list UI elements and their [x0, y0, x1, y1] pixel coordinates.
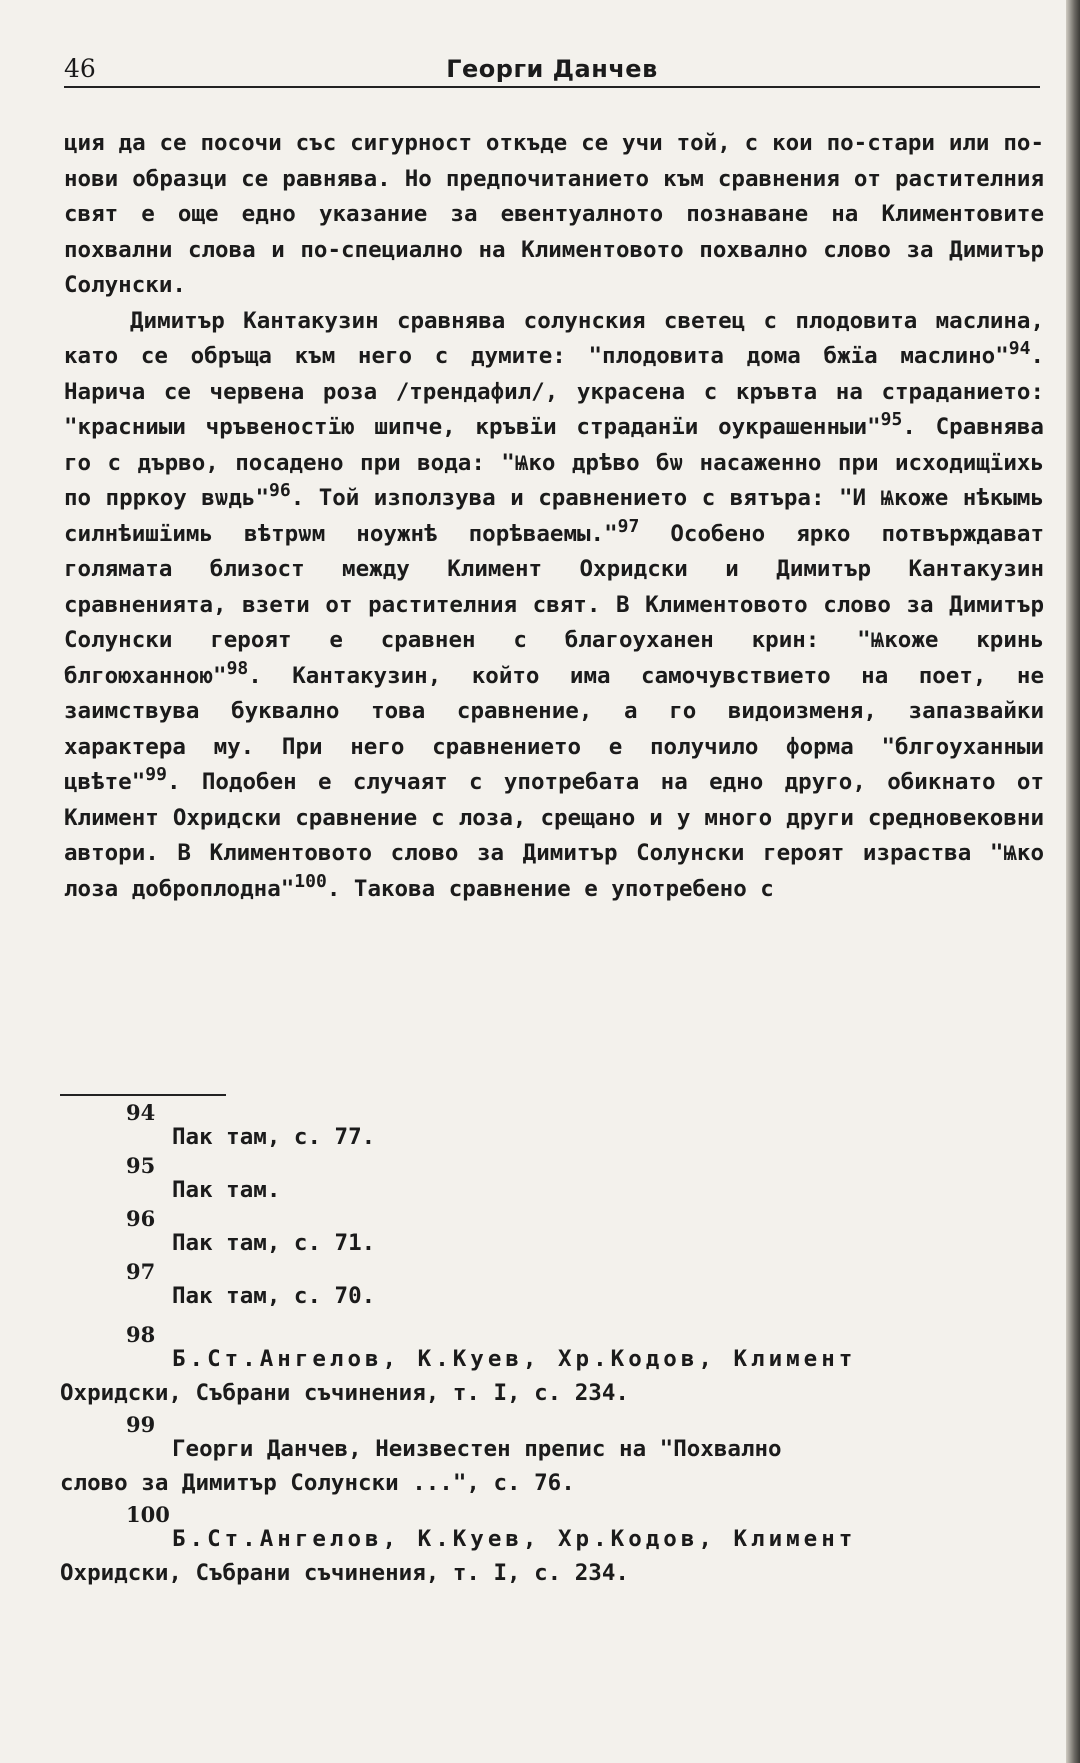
footnote-number: 96	[126, 1206, 156, 1231]
text-run: Особено ярко потвърждават голямата близост между Климент Охридски и Димитър Кантакузин сравненията, взети от растителния свят. В Климентовото слово за Димитър Солунски героят е сравнен с благоуханен крин: "Ѩкоже кринь блгоюханною"	[64, 520, 1044, 689]
footnote-97	[60, 1259, 1044, 1312]
footnote-number: 98	[126, 1322, 156, 1347]
main-text	[64, 126, 1044, 907]
text-run: . Подобен е случаят с употребата на едно друго, обикнато от Климент Охридски сравнение с лоза, срещано и у много други средновековни автори. В Климентовото слово за Димитър Солунски героят израства "Ѩко лоза доброплодна"	[64, 769, 1044, 902]
footnote-text-cont: слово за Димитър Солунски ...", с. 76.	[60, 1470, 575, 1496]
paragraph-1: ция да се посочи със сигурност откъде се учи той, с кои по-стари или по-нови образци се равнява. Но предпочитанието към сравнения от растителния свят е още едно указание за евентуалното познаване на Климентовите похвални слова и по-специално на Климентовото похвално слово за Димитър Солунски.	[64, 130, 1044, 298]
footnote-ref-95[interactable]: 95	[880, 409, 903, 430]
paragraph-2	[64, 304, 1044, 908]
footnote-number: 94	[126, 1100, 156, 1125]
text-run: Димитър Кантакузин сравнява солунския светец с плодовита маслина, като се обръща към него с думите: "плодовита дома бжїа маслино"	[64, 307, 1044, 369]
footnote-number: 97	[126, 1259, 156, 1284]
footnote-96	[60, 1206, 1044, 1259]
footnote-number: 99	[126, 1412, 156, 1437]
footnote-95	[60, 1153, 1044, 1206]
page-header	[64, 52, 1040, 88]
text-run: . Той използува и сравнението с вятъра: "И Ѩкоже нѣкымь силнѣишїимь вѣтрѡм ноужнѣ порѣваемы."	[64, 485, 1044, 547]
footnote-ref-100[interactable]: 100	[294, 870, 327, 892]
page-number: 46	[64, 54, 96, 83]
footnote-divider	[60, 1094, 226, 1096]
footnotes	[60, 1100, 1044, 1592]
text-run: . Такова сравнение е употребено с	[326, 875, 774, 902]
footnote-text: Пак там, с. 77.	[172, 1124, 376, 1150]
text-run: . Нарича се червена роза /трендафил/, украсена с кръвта на страданието: "красниыи чръвеностїю шипче, кръвїи страданїи оукрашенныи"	[64, 343, 1044, 440]
footnote-text: Пак там, с. 70.	[172, 1283, 376, 1309]
footnote-text: Пак там, с. 71.	[172, 1230, 376, 1256]
footnote-ref-94[interactable]: 94	[1008, 338, 1031, 359]
footnote-99	[60, 1412, 1044, 1496]
footnote-number: 95	[126, 1153, 156, 1178]
footnote-text-cont: Охридски, Събрани съчинения, т. I, с. 234.	[60, 1560, 629, 1586]
footnote-ref-98[interactable]: 98	[226, 657, 249, 679]
footnote-94	[60, 1100, 1044, 1153]
footnote-text-cont: Охридски, Събрани съчинения, т. I, с. 234.	[60, 1380, 629, 1406]
footnote-ref-96[interactable]: 96	[269, 480, 291, 501]
text-run: . Кантакузин, който има самочувствието на поет, не заимствува буквално това сравнение, а го видоизменя, запазвайки характера му. При него сравнението е получило форма "блгоуханныи цвѣте"	[64, 662, 1044, 795]
page-edge-shadow	[1066, 0, 1080, 1763]
footnote-number: 100	[126, 1502, 170, 1527]
footnote-text: Б.Ст.Ангелов, К.Куев, Хр.Кодов, Климент	[172, 1346, 857, 1372]
footnote-98	[60, 1322, 1044, 1406]
footnote-100	[60, 1502, 1044, 1586]
running-head: Георги Данчев	[446, 55, 658, 83]
footnote-ref-99[interactable]: 99	[145, 764, 167, 785]
footnote-text: Георги Данчев, Неизвестен препис на "Похвално	[172, 1436, 782, 1462]
footnote-text: Б.Ст.Ангелов, К.Куев, Хр.Кодов, Климент	[172, 1526, 857, 1552]
footnote-text: Пак там.	[172, 1177, 281, 1203]
footnote-ref-97[interactable]: 97	[617, 515, 640, 537]
text-run: . Сравнява го с дърво, посадено при вода: "Ѩко дрѣво бѡ насаженно при исходищїихь по прркоу вѡдь"	[64, 414, 1044, 511]
